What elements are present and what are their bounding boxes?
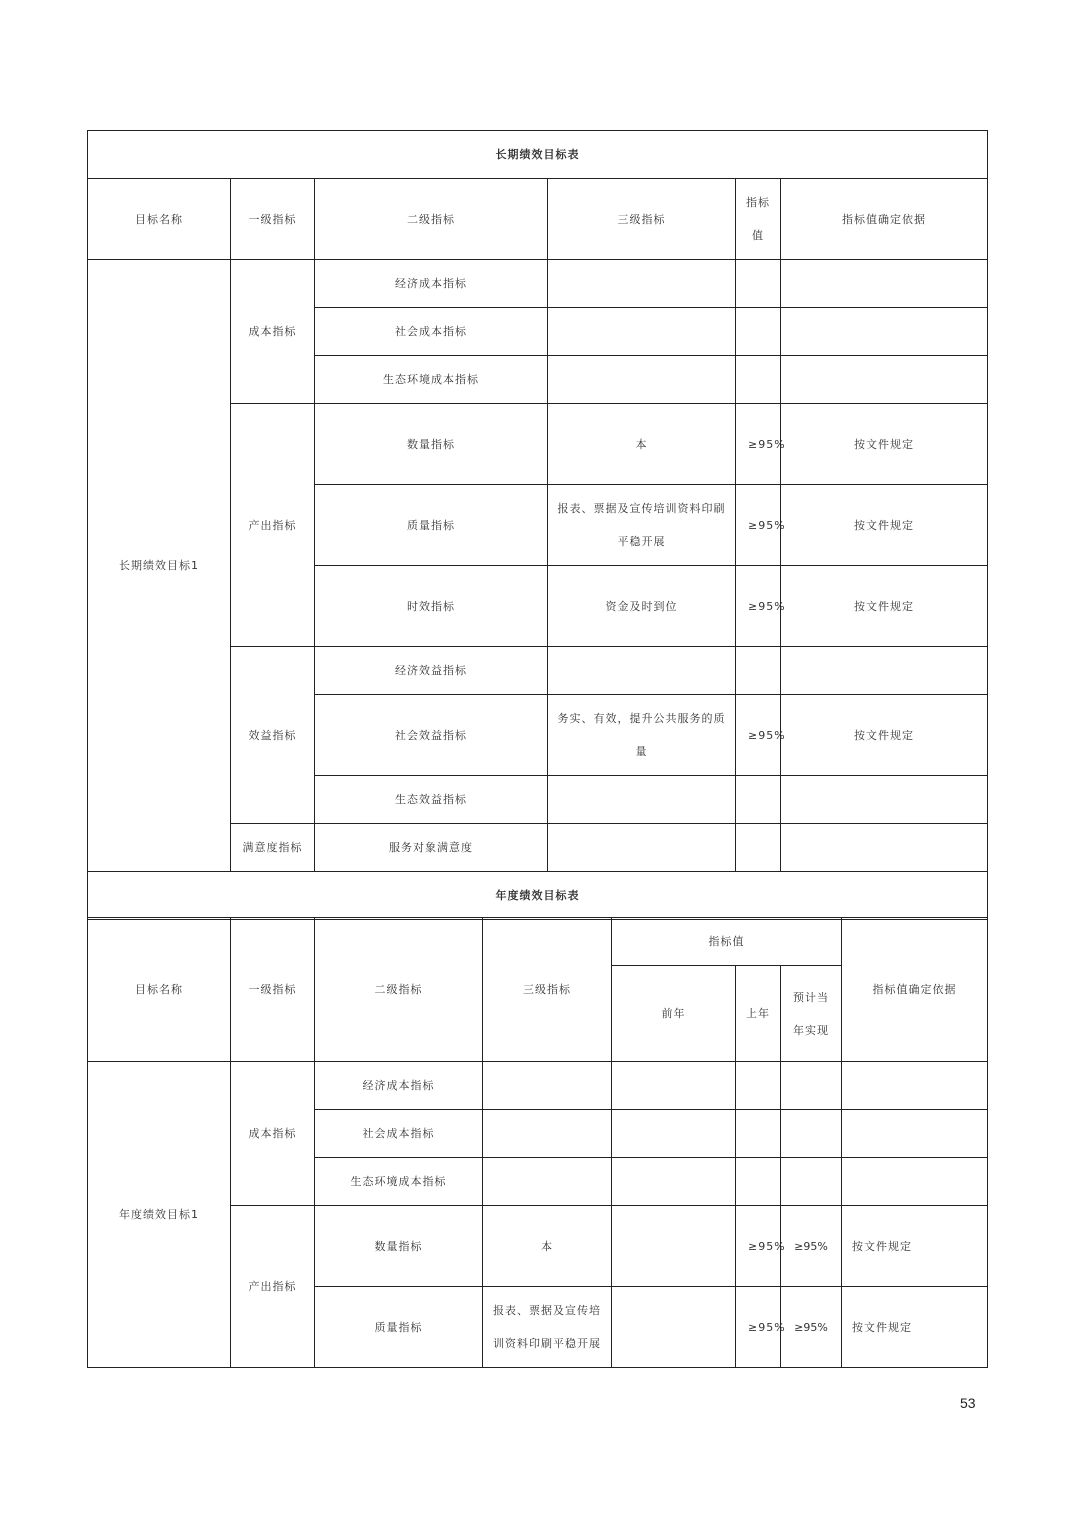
level3-cell: 本 [483, 1206, 612, 1287]
level3-cell: 资金及时到位 [548, 566, 736, 647]
header-goal-name: 目标名称 [88, 179, 231, 260]
level3-cell [483, 1158, 612, 1206]
value-cell: ≥95% [736, 404, 781, 485]
header-last-year: 上年 [736, 966, 781, 1062]
level3-cell [483, 1110, 612, 1158]
level2-cell: 质量指标 [315, 1287, 483, 1368]
basis-cell [781, 824, 988, 872]
header-goal-name: 目标名称 [88, 918, 231, 1062]
level3-cell [548, 308, 736, 356]
value-cell [736, 260, 781, 308]
level2-cell: 生态环境成本指标 [315, 356, 548, 404]
level2-cell: 生态环境成本指标 [315, 1158, 483, 1206]
level2-cell: 生态效益指标 [315, 776, 548, 824]
header-value: 指标值 [736, 179, 781, 260]
output-indicator: 产出指标 [231, 404, 315, 647]
header-level3: 三级指标 [548, 179, 736, 260]
prev-cell [612, 1110, 736, 1158]
page-number: 53 [960, 1395, 976, 1411]
prev-cell [612, 1158, 736, 1206]
level3-cell [548, 824, 736, 872]
cost-indicator: 成本指标 [231, 1062, 315, 1206]
level3-cell [548, 356, 736, 404]
level2-cell: 经济成本指标 [315, 1062, 483, 1110]
header-level3: 三级指标 [483, 918, 612, 1062]
last-cell: ≥95% [736, 1206, 781, 1287]
basis-cell: 按文件规定 [842, 1206, 988, 1287]
level3-cell: 报表、票据及宣传培训资料印刷平稳开展 [483, 1287, 612, 1368]
level2-cell: 数量指标 [315, 404, 548, 485]
level2-cell: 经济效益指标 [315, 647, 548, 695]
header-value-group: 指标值 [612, 918, 842, 966]
basis-cell [781, 308, 988, 356]
annual-goal-table [87, 917, 988, 1368]
level3-cell: 报表、票据及宣传培训资料印刷平稳开展 [548, 485, 736, 566]
long-term-table-title: 长期绩效目标表 [88, 131, 988, 179]
header-level1: 一级指标 [231, 918, 315, 1062]
level3-cell [548, 647, 736, 695]
value-cell [736, 776, 781, 824]
value-cell [736, 308, 781, 356]
header-level1: 一级指标 [231, 179, 315, 260]
level2-cell: 时效指标 [315, 566, 548, 647]
last-cell: ≥95% [736, 1287, 781, 1368]
basis-cell [842, 1110, 988, 1158]
last-cell [736, 1158, 781, 1206]
level2-cell: 服务对象满意度 [315, 824, 548, 872]
value-cell [736, 824, 781, 872]
level3-cell [483, 1062, 612, 1110]
value-cell: ≥95% [736, 695, 781, 776]
basis-cell [781, 260, 988, 308]
level3-cell [548, 776, 736, 824]
value-cell: ≥95% [736, 485, 781, 566]
last-cell [736, 1062, 781, 1110]
value-cell: ≥95% [736, 566, 781, 647]
expected-cell [781, 1110, 842, 1158]
long-term-goal-name: 长期绩效目标1 [88, 260, 231, 872]
header-prev-year: 前年 [612, 966, 736, 1062]
basis-cell: 按文件规定 [781, 695, 988, 776]
level2-cell: 数量指标 [315, 1206, 483, 1287]
level2-cell: 社会成本指标 [315, 1110, 483, 1158]
level2-cell: 社会效益指标 [315, 695, 548, 776]
level3-cell: 本 [548, 404, 736, 485]
expected-cell: ≥95% [781, 1206, 842, 1287]
basis-cell [781, 356, 988, 404]
level2-cell: 社会成本指标 [315, 308, 548, 356]
basis-cell [842, 1062, 988, 1110]
last-cell [736, 1110, 781, 1158]
prev-cell [612, 1287, 736, 1368]
expected-cell [781, 1062, 842, 1110]
expected-cell: ≥95% [781, 1287, 842, 1368]
header-basis: 指标值确定依据 [842, 918, 988, 1062]
header-level2: 二级指标 [315, 918, 483, 1062]
output-indicator: 产出指标 [231, 1206, 315, 1368]
prev-cell [612, 1206, 736, 1287]
level3-cell: 务实、有效，提升公共服务的质量 [548, 695, 736, 776]
benefit-indicator: 效益指标 [231, 647, 315, 824]
level3-cell [548, 260, 736, 308]
value-cell [736, 356, 781, 404]
header-level2: 二级指标 [315, 179, 548, 260]
level2-cell: 质量指标 [315, 485, 548, 566]
basis-cell: 按文件规定 [781, 566, 988, 647]
basis-cell [842, 1158, 988, 1206]
annual-table-title: 年度绩效目标表 [88, 872, 988, 920]
basis-cell: 按文件规定 [781, 485, 988, 566]
basis-cell [781, 776, 988, 824]
cost-indicator: 成本指标 [231, 260, 315, 404]
satisfaction-indicator: 满意度指标 [231, 824, 315, 872]
annual-goal-name: 年度绩效目标1 [88, 1062, 231, 1368]
expected-cell [781, 1158, 842, 1206]
long-term-goal-table [87, 130, 988, 920]
header-expected: 预计当年实现 [781, 966, 842, 1062]
value-cell [736, 647, 781, 695]
basis-cell [781, 647, 988, 695]
basis-cell: 按文件规定 [781, 404, 988, 485]
header-basis: 指标值确定依据 [781, 179, 988, 260]
level2-cell: 经济成本指标 [315, 260, 548, 308]
prev-cell [612, 1062, 736, 1110]
basis-cell: 按文件规定 [842, 1287, 988, 1368]
